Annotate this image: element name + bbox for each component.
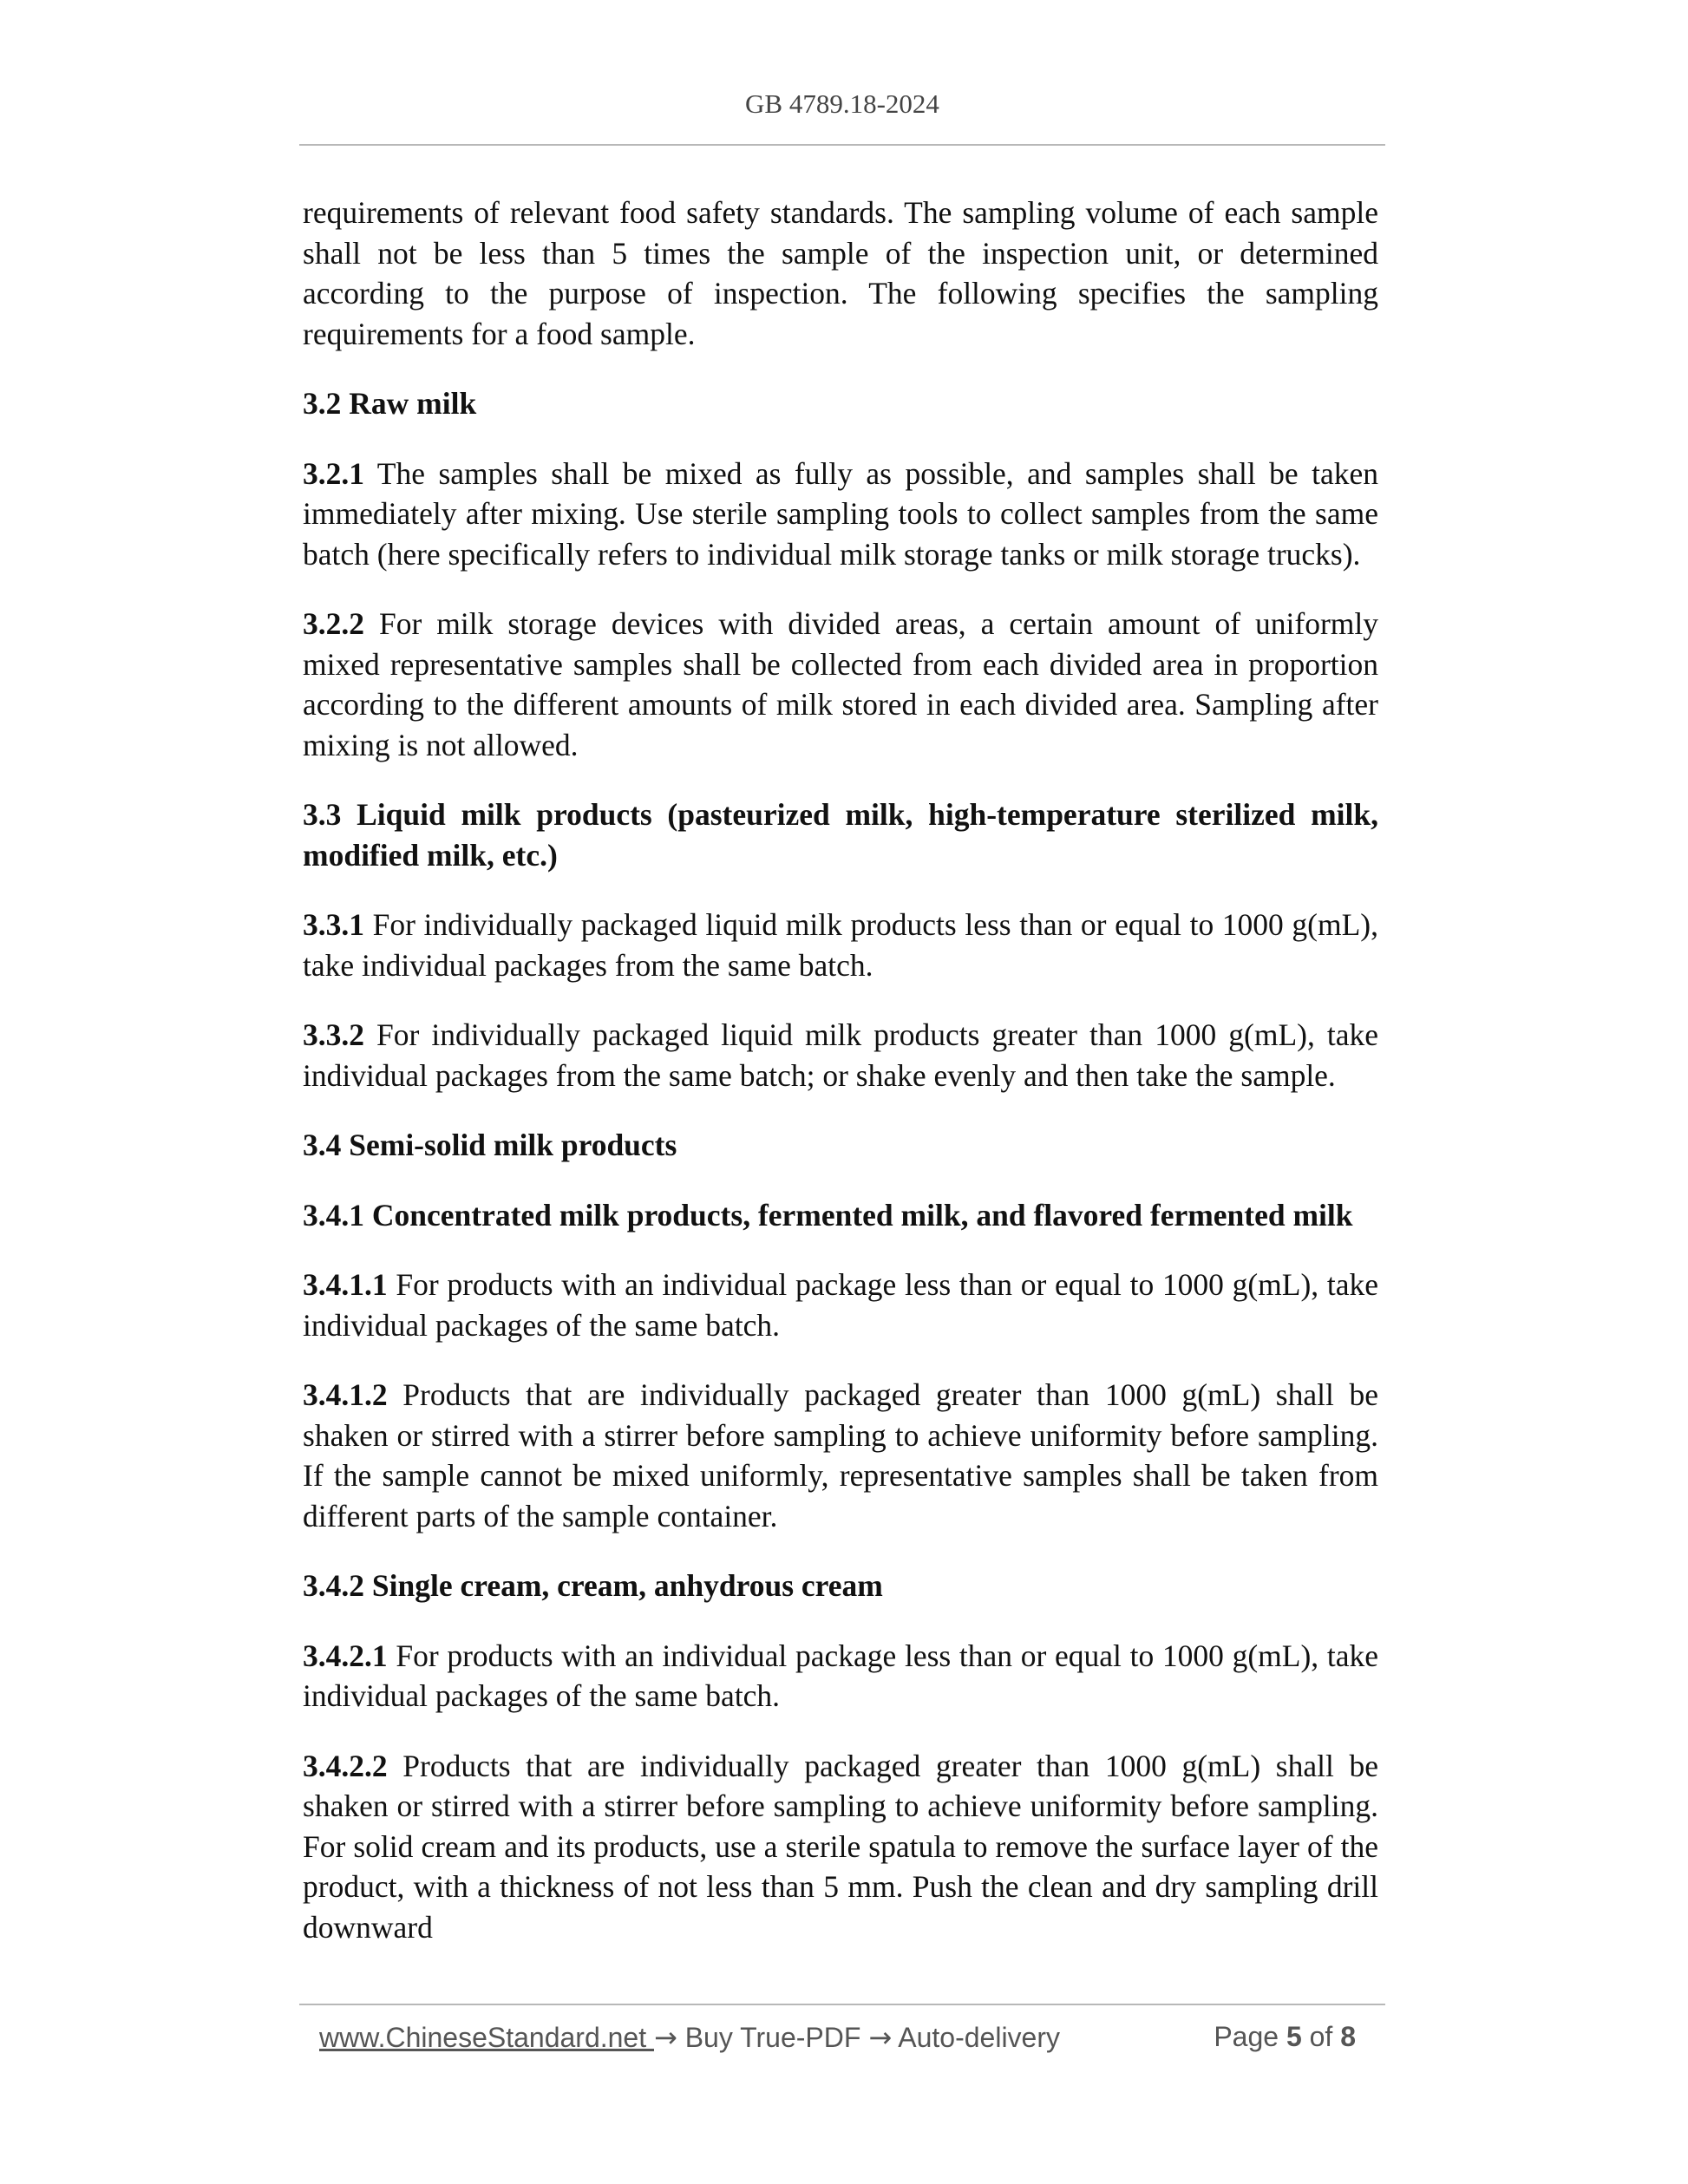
arrow-right-icon: →: [868, 2021, 893, 2054]
clause-text: For products with an individual package less than or equal to 1000 g(mL), take individual packages of the same batch.: [303, 1638, 1378, 1713]
clause-number: 3.2.2: [303, 606, 364, 641]
heading-3-2: 3.2 Raw milk: [303, 386, 477, 421]
paragraph-3-4-1-1: [303, 1265, 1378, 1345]
paragraph-3-2-2: [303, 604, 1378, 765]
paragraph-3-2-1: [303, 454, 1378, 575]
clause-number: 3.4.2.1: [303, 1638, 388, 1673]
buy-true-pdf-text: Buy True-PDF: [677, 2022, 869, 2053]
heading-3-4-1: 3.4.1 Concentrated milk products, fermented milk, and flavored fermented milk: [303, 1197, 1353, 1233]
heading-3-3: 3.3 Liquid milk products (pasteurized milk, high-temperature sterilized milk, modified milk, etc.): [303, 797, 1378, 873]
heading-3-4: 3.4 Semi-solid milk products: [303, 1128, 677, 1162]
paragraph-3-4-1-2: [303, 1375, 1378, 1536]
of-label: of: [1301, 2021, 1341, 2052]
paragraph-3-3-1: [303, 905, 1378, 985]
clause-text: Products that are individually packaged greater than 1000 g(mL) shall be shaken or stirred with a stirrer before sampling to achieve uniformity before sampling. For solid cream and its products, use a sterile spatula to remove the surface layer of the product, with a thickness of not less than 5 mm. Push the clean and dry sampling drill downward: [303, 1748, 1378, 1945]
paragraph-intro: requirements of relevant food safety standards. The sampling volume of each sample shall not be less than 5 times the sample of the inspection unit, or determined according to the purpose of inspection. The following specifies the sampling requirements for a food sample.: [303, 195, 1378, 351]
header-divider: [299, 144, 1385, 146]
document-id-header: GB 4789.18-2024: [745, 88, 939, 119]
paragraph-3-4-2-2: [303, 1746, 1378, 1948]
clause-text: For individually packaged liquid milk products less than or equal to 1000 g(mL), take individual packages from the same batch.: [303, 907, 1378, 983]
clause-number: 3.4.2.2: [303, 1748, 388, 1783]
clause-text: For individually packaged liquid milk products greater than 1000 g(mL), take individual packages from the same batch; or shake evenly and then take the sample.: [303, 1017, 1378, 1093]
current-page-number: 5: [1286, 2021, 1302, 2052]
clause-text: The samples shall be mixed as fully as possible, and samples shall be taken immediately after mixing. Use sterile sampling tools to collect samples from the same batch (here specifically refers to individual milk storage tanks or milk storage trucks).: [303, 455, 1378, 572]
document-body: [303, 193, 1378, 1977]
clause-number: 3.4.1.2: [303, 1377, 388, 1412]
paragraph-3-4-2-1: [303, 1636, 1378, 1716]
clause-number: 3.4.1.1: [303, 1267, 388, 1302]
clause-text: For milk storage devices with divided areas, a certain amount of uniformly mixed representative samples shall be collected from each divided area in proportion according to the different amounts of milk stored in each divided area. Sampling after mixing is not allowed.: [303, 606, 1378, 762]
page-footer: [319, 2021, 1369, 2061]
clause-text: For products with an individual package less than or equal to 1000 g(mL), take individual packages of the same batch.: [303, 1267, 1378, 1343]
page-indicator: [1214, 2021, 1356, 2053]
heading-3-4-2: 3.4.2 Single cream, cream, anhydrous cream: [303, 1568, 883, 1603]
arrow-right-icon: →: [654, 2021, 677, 2054]
footer-promo: [319, 2021, 1060, 2054]
auto-delivery-text: Auto-delivery: [892, 2022, 1060, 2053]
total-pages-number: 8: [1340, 2021, 1356, 2052]
clause-number: 3.2.1: [303, 455, 364, 491]
footer-divider: [299, 2004, 1385, 2005]
page-label: Page: [1214, 2021, 1286, 2052]
clause-text: Products that are individually packaged greater than 1000 g(mL) shall be shaken or stirred with a stirrer before sampling to achieve uniformity before sampling. If the sample cannot be mixed uniformly, representative samples shall be taken from different parts of the sample container.: [303, 1377, 1378, 1533]
website-link[interactable]: www.ChineseStandard.net: [319, 2022, 654, 2053]
paragraph-3-3-2: [303, 1015, 1378, 1095]
clause-number: 3.3.2: [303, 1017, 364, 1052]
clause-number: 3.3.1: [303, 907, 364, 942]
